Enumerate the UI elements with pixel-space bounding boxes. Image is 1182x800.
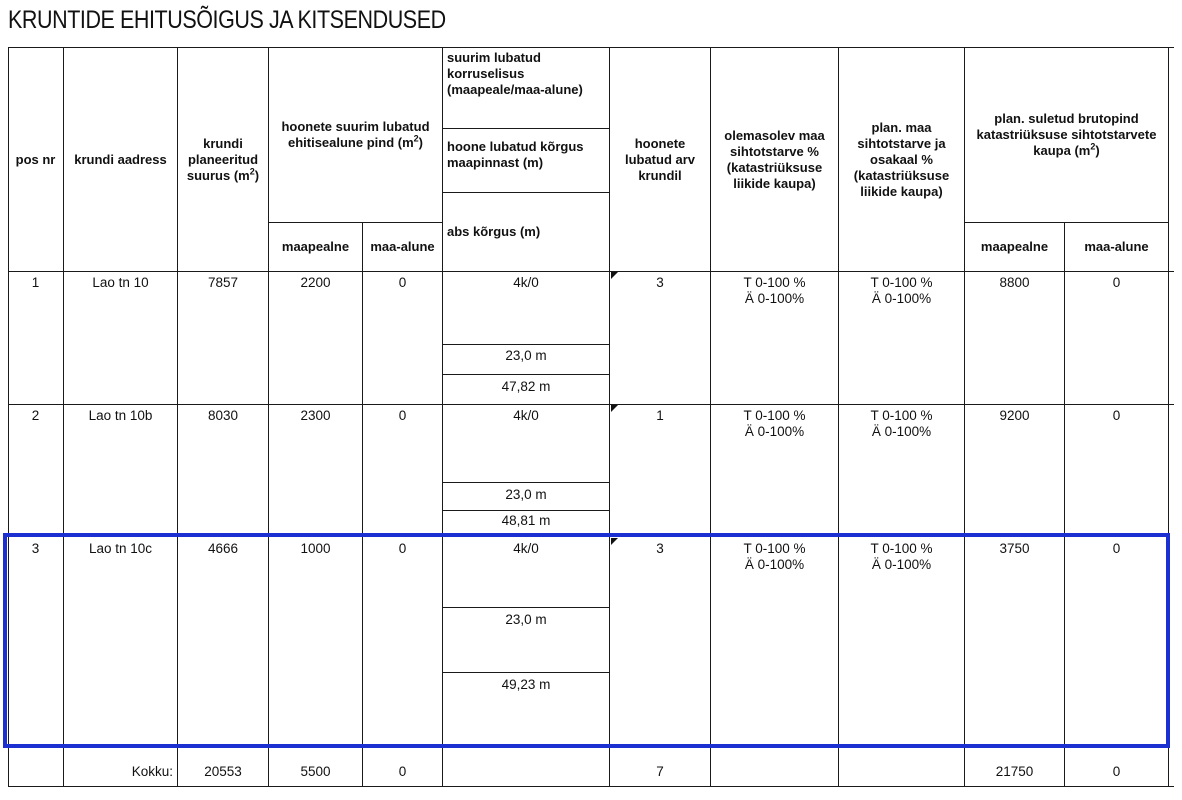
header-footprint-below: maa-alune: [370, 239, 435, 254]
row-fp-above: 2300: [300, 408, 331, 423]
row-floors: 4k/0: [513, 541, 539, 556]
row-existing-use: T 0-100 % Ä 0-100%: [743, 275, 806, 306]
header-size: krundi planeeritud suurus $(m^2)$: [186, 135, 260, 183]
header-existing-use: olemasolev maa sihtotstarve % (katastriüksuse liikide kaupa): [724, 127, 825, 191]
row-planned-use: T 0-100 % Ä 0-100%: [870, 541, 933, 572]
row-gross-above: 3750: [999, 541, 1030, 556]
row-size: 8030: [207, 408, 239, 423]
totals-gross-above: 21750: [995, 764, 1034, 779]
row-gross-above: 9200: [999, 408, 1030, 423]
row-fp-below: 0: [398, 408, 407, 423]
row-planned-use: T 0-100 % Ä 0-100%: [870, 275, 933, 306]
header-abs-height: abs kõrgus (m): [447, 224, 541, 239]
row-address: Lao tn 10c: [88, 541, 153, 556]
row-height: 23,0 m: [505, 348, 547, 363]
row-size: 4666: [207, 541, 239, 556]
row-height: 23,0 m: [505, 612, 547, 627]
row-abs-height: 47,82 m: [501, 379, 551, 394]
header-gross-above: maapealne: [980, 239, 1049, 254]
header-gross-below: maa-alune: [1084, 239, 1149, 254]
totals-gross-below: 0: [1112, 764, 1121, 779]
row-size: 7857: [207, 275, 239, 290]
row-pos: 3: [31, 541, 40, 556]
row-floors: 4k/0: [513, 408, 539, 423]
header-gross-area: plan. suletud brutopind katastriüksuse sihtotstarvete kaupa $(m^2)$: [976, 111, 1157, 158]
row-buildings: 3: [656, 275, 664, 290]
header-footprint-above: maapealne: [281, 239, 350, 254]
row-gross-below: 0: [1112, 275, 1121, 290]
row-gross-below: 0: [1112, 408, 1121, 423]
row-address: Lao tn 10: [92, 275, 149, 290]
row-pos: 1: [31, 275, 40, 290]
row-fp-above: 1000: [300, 541, 331, 556]
header-height: hoone lubatud kõrgus maapinnast (m): [447, 139, 584, 170]
totals-fp-above: 5500: [300, 764, 331, 779]
row-buildings: 3: [656, 541, 664, 556]
row-fp-above: 2200: [300, 275, 331, 290]
row-buildings: 1: [656, 408, 664, 423]
header-footprint: hoonete suurim lubatud ehitisealune pind $(m^2)$: [281, 119, 430, 150]
header-pos-nr: pos nr: [15, 151, 56, 167]
row-pos: 2: [31, 408, 40, 423]
row-highlight-frame: [3, 533, 1170, 748]
header-buildings: hoonete lubatud arv krundil: [624, 135, 696, 183]
header-address: krundi aadress: [74, 151, 167, 167]
row-planned-use: T 0-100 % Ä 0-100%: [870, 408, 933, 439]
row-gross-below: 0: [1112, 541, 1121, 556]
row-fp-below: 0: [398, 541, 407, 556]
row-existing-use: T 0-100 % Ä 0-100%: [743, 541, 806, 572]
row-height: 23,0 m: [505, 487, 547, 502]
page-title: KRUNTIDE EHITUSÕIGUS JA KITSENDUSED: [8, 6, 446, 34]
header-planned-use: plan. maa sihtotstarve ja osakaal % (katastriüksuse liikide kaupa): [853, 119, 950, 199]
row-floors: 4k/0: [513, 275, 539, 290]
totals-label: Kokku:: [131, 764, 173, 779]
row-abs-height: 49,23 m: [501, 677, 551, 692]
row-gross-above: 8800: [999, 275, 1030, 290]
header-floors: suurim lubatud korruselisus (maapeale/maa-alune): [447, 50, 583, 97]
totals-size: 20553: [204, 764, 242, 779]
row-fp-below: 0: [398, 275, 407, 290]
row-address: Lao tn 10b: [88, 408, 153, 423]
totals-buildings: 7: [656, 764, 664, 779]
row-existing-use: T 0-100 % Ä 0-100%: [743, 408, 806, 439]
row-abs-height: 48,81 m: [501, 513, 551, 528]
totals-fp-below: 0: [398, 764, 407, 779]
